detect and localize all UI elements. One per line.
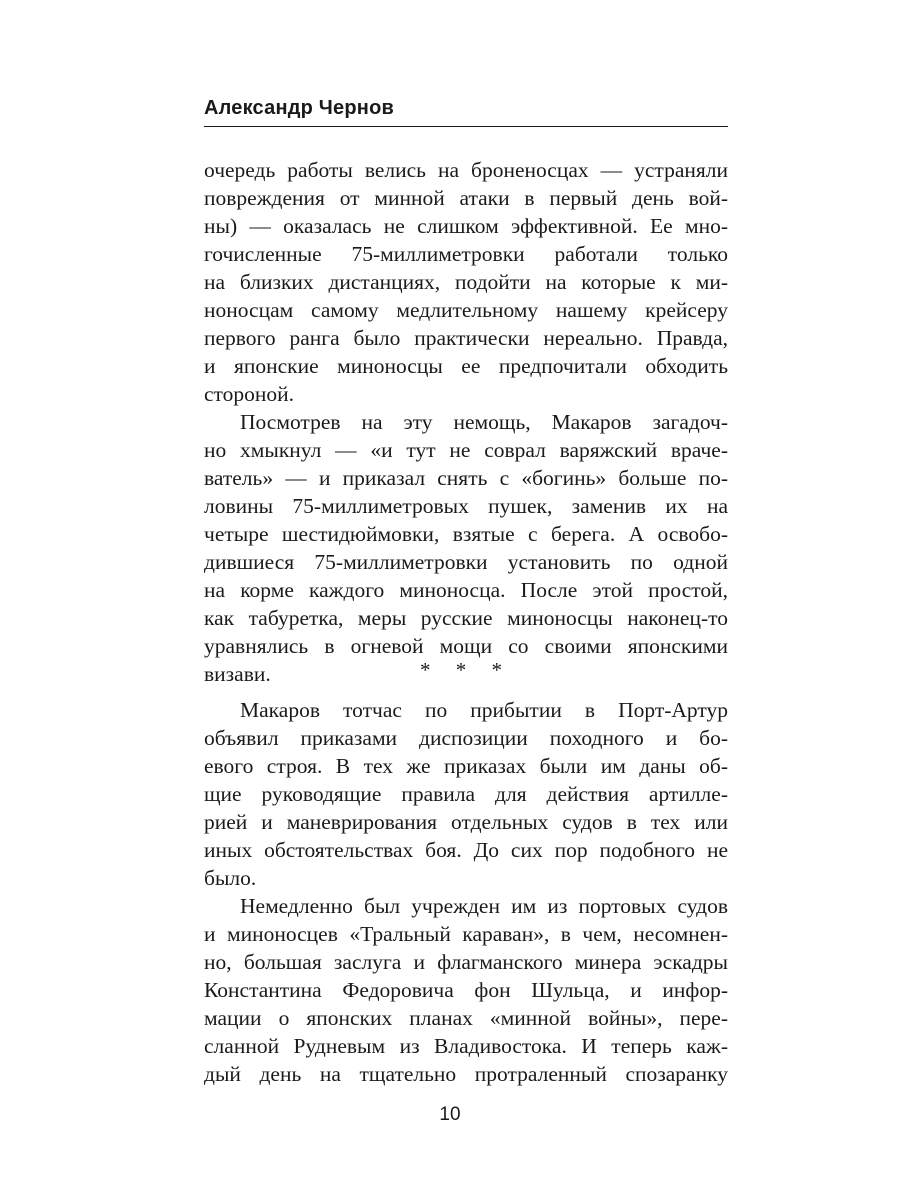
text-line: первого ранга было практически нереально. Правда, [204, 326, 728, 350]
text-line: уравнялись в огневой мощи со своими японскими [204, 634, 728, 658]
text-line: четыре шестидюймовки, взятые с берега. А освобо- [204, 522, 728, 546]
text-line: рией и маневрирования отдельных судов в тех или [204, 810, 728, 834]
text-line: иных обстоятельствах боя. До сих пор подобного не [204, 838, 728, 862]
text-line: щие руководящие правила для действия артилле- [204, 782, 728, 806]
text-line: было. [204, 866, 257, 890]
section-separator: * * * [420, 658, 512, 682]
text-line: но, большая заслуга и флагманского минера эскадры [204, 950, 728, 974]
text-section-2 [204, 696, 728, 1088]
text-line: ноносцам самому медлительному нашему крейсеру [204, 298, 728, 322]
text-line: и миноносцев «Тральный караван», в чем, несомнен- [204, 922, 728, 946]
text-line: Немедленно был учрежден им из портовых судов [240, 894, 728, 918]
text-line: очередь работы велись на броненосцах — устраняли [204, 158, 728, 182]
text-line: на корме каждого миноносца. После этой простой, [204, 578, 728, 602]
author-name: Александр Чернов [204, 97, 394, 119]
page-number: 10 [439, 1104, 461, 1125]
text-line: на близких дистанциях, подойти на которые к ми- [204, 270, 728, 294]
text-line: евого строя. В тех же приказах были им даны об- [204, 754, 728, 778]
text-line: но хмыкнул — «и тут не соврал варяжский враче- [204, 438, 728, 462]
text-line: ны) — оказалась не слишком эффективной. Ее мно- [204, 214, 728, 238]
text-line: и японские миноносцы ее предпочитали обходить [204, 354, 728, 378]
text-line: Макаров тотчас по прибытии в Порт-Артур [240, 698, 728, 722]
text-line: Константина Федоровича фон Шульца, и инфор- [204, 978, 728, 1002]
text-line: мации о японских планах «минной войны», пере- [204, 1006, 728, 1030]
text-line: дившиеся 75-миллиметровки установить по одной [204, 550, 728, 574]
text-line: как табуретка, меры русские миноносцы наконец-то [204, 606, 728, 630]
text-line: объявил приказами диспозиции походного и бо- [204, 726, 728, 750]
text-line: Посмотрев на эту немощь, Макаров загадоч- [240, 410, 728, 434]
running-header [204, 96, 728, 127]
text-line: повреждения от минной атаки в первый день вой- [204, 186, 728, 210]
text-line: сланной Рудневым из Владивостока. И теперь каж- [204, 1034, 728, 1058]
text-line: визави. [204, 662, 271, 686]
text-section-1 [204, 156, 728, 688]
text-line: стороной. [204, 382, 295, 406]
text-line: ватель» — и приказал снять с «богинь» больше по- [204, 466, 728, 490]
text-line: гочисленные 75-миллиметровки работали только [204, 242, 728, 266]
text-line: дый день на тщательно протраленный спозаранку [204, 1062, 728, 1086]
text-line: ловины 75-миллиметровых пушек, заменив их на [204, 494, 728, 518]
